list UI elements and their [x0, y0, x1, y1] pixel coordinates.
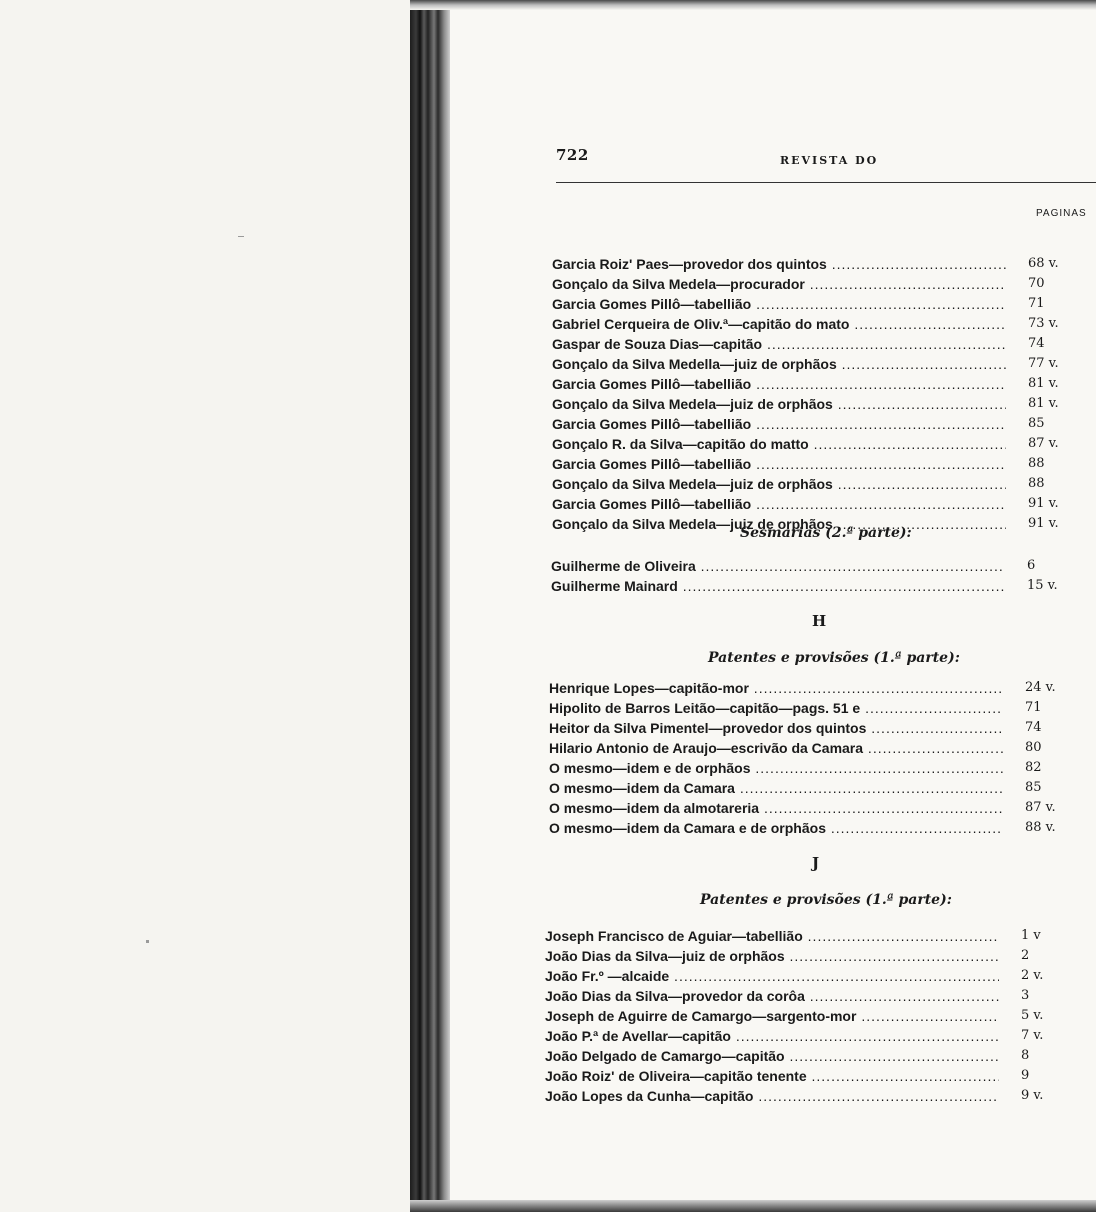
section-letter-j: J [812, 854, 820, 872]
index-entry: Guilherme de Oliveira ..... 6 [551, 556, 1091, 576]
index-entry: Gabriel Cerqueira de Oliv.ª—capitão do mato ..... 73 v. [552, 314, 1092, 334]
running-title: REVISTA DO [780, 154, 879, 167]
index-entry: Henrique Lopes—capitão-mor ..... 24 v. [549, 678, 1089, 698]
index-entry: Gonçalo R. da Silva—capitão do matto ..... 87 v. [552, 434, 1092, 454]
scan-speck [146, 940, 149, 943]
page-number: 722 [556, 146, 589, 164]
index-entry: Gonçalo da Silva Medela—juiz de orphãos ..... 81 v. [552, 394, 1092, 414]
index-entry: Garcia Gomes Pillô—tabellião ..... 81 v. [552, 374, 1092, 394]
section-h-list [549, 678, 1089, 838]
index-entry: João P.ª de Avellar—capitão ..... 7 v. [545, 1026, 1085, 1046]
index-entry: Garcia Roiz' Paes—provedor dos quintos ..... 68 v. [552, 254, 1092, 274]
index-entry: João Lopes da Cunha—capitão ..... 9 v. [545, 1086, 1085, 1106]
index-entry: João Roiz' de Oliveira—capitão tenente ..... 9 [545, 1066, 1085, 1086]
index-entry: Garcia Gomes Pillô—tabellião ..... 85 [552, 414, 1092, 434]
index-entry: João Dias da Silva—provedor da corôa ..... 3 [545, 986, 1085, 1006]
index-entry: Guilherme Mainard ..... 15 v. [551, 576, 1091, 596]
index-entry: O mesmo—idem da Camara ..... 85 [549, 778, 1089, 798]
section-g-list [552, 254, 1092, 534]
index-entry: Hipolito de Barros Leitão—capitão—pags. 51 e ..... 71 [549, 698, 1089, 718]
page-top-edge [410, 0, 1096, 10]
scan-speck [238, 236, 244, 237]
index-entry: O mesmo—idem da Camara e de orphãos ..... 88 v. [549, 818, 1089, 838]
page-header [556, 146, 1096, 186]
index-entry: João Dias da Silva—juiz de orphãos ..... 2 [545, 946, 1085, 966]
page-bottom-edge [410, 1200, 1096, 1212]
index-entry: O mesmo—idem da almotareria ..... 87 v. [549, 798, 1089, 818]
index-entry: Gonçalo da Silva Medella—juiz de orphãos ..... 77 v. [552, 354, 1092, 374]
section-j-title: Patentes e provisões (1.ª parte): [700, 892, 952, 908]
sesmarias-title: Sesmarias (2.ª parte): [740, 525, 912, 541]
index-entry: João Fr.º —alcaide ..... 2 v. [545, 966, 1085, 986]
index-entry: Gaspar de Souza Dias—capitão ..... 74 [552, 334, 1092, 354]
book-spine [410, 0, 450, 1212]
index-entry: João Delgado de Camargo—capitão ..... 8 [545, 1046, 1085, 1066]
index-entry: Garcia Gomes Pillô—tabellião ..... 88 [552, 454, 1092, 474]
index-entry: Gonçalo da Silva Medela—juiz de orphãos ..... 91 v. [552, 514, 1092, 534]
section-h-title: Patentes e provisões (1.ª parte): [708, 650, 960, 666]
page-column-heading: PAGINAS [1036, 208, 1087, 219]
index-entry: Gonçalo da Silva Medela—procurador ..... 70 [552, 274, 1092, 294]
index-entry: Heitor da Silva Pimentel—provedor dos quintos ..... 74 [549, 718, 1089, 738]
scan-left-margin [0, 0, 412, 1212]
sesmarias-list [551, 556, 1091, 596]
header-rule [556, 182, 1096, 183]
index-entry: Hilario Antonio de Araujo—escrivão da Camara ..... 80 [549, 738, 1089, 758]
index-entry: Gonçalo da Silva Medela—juiz de orphãos ..... 88 [552, 474, 1092, 494]
index-entry: Garcia Gomes Pillô—tabellião ..... 91 v. [552, 494, 1092, 514]
index-entry: Garcia Gomes Pillô—tabellião ..... 71 [552, 294, 1092, 314]
index-entry: Joseph de Aguirre de Camargo—sargento-mor ..... 5 v. [545, 1006, 1085, 1026]
index-entry: O mesmo—idem e de orphãos ..... 82 [549, 758, 1089, 778]
section-j-list [545, 926, 1085, 1106]
section-letter-h: H [812, 612, 827, 630]
index-entry: Joseph Francisco de Aguiar—tabellião ..... 1 v [545, 926, 1085, 946]
